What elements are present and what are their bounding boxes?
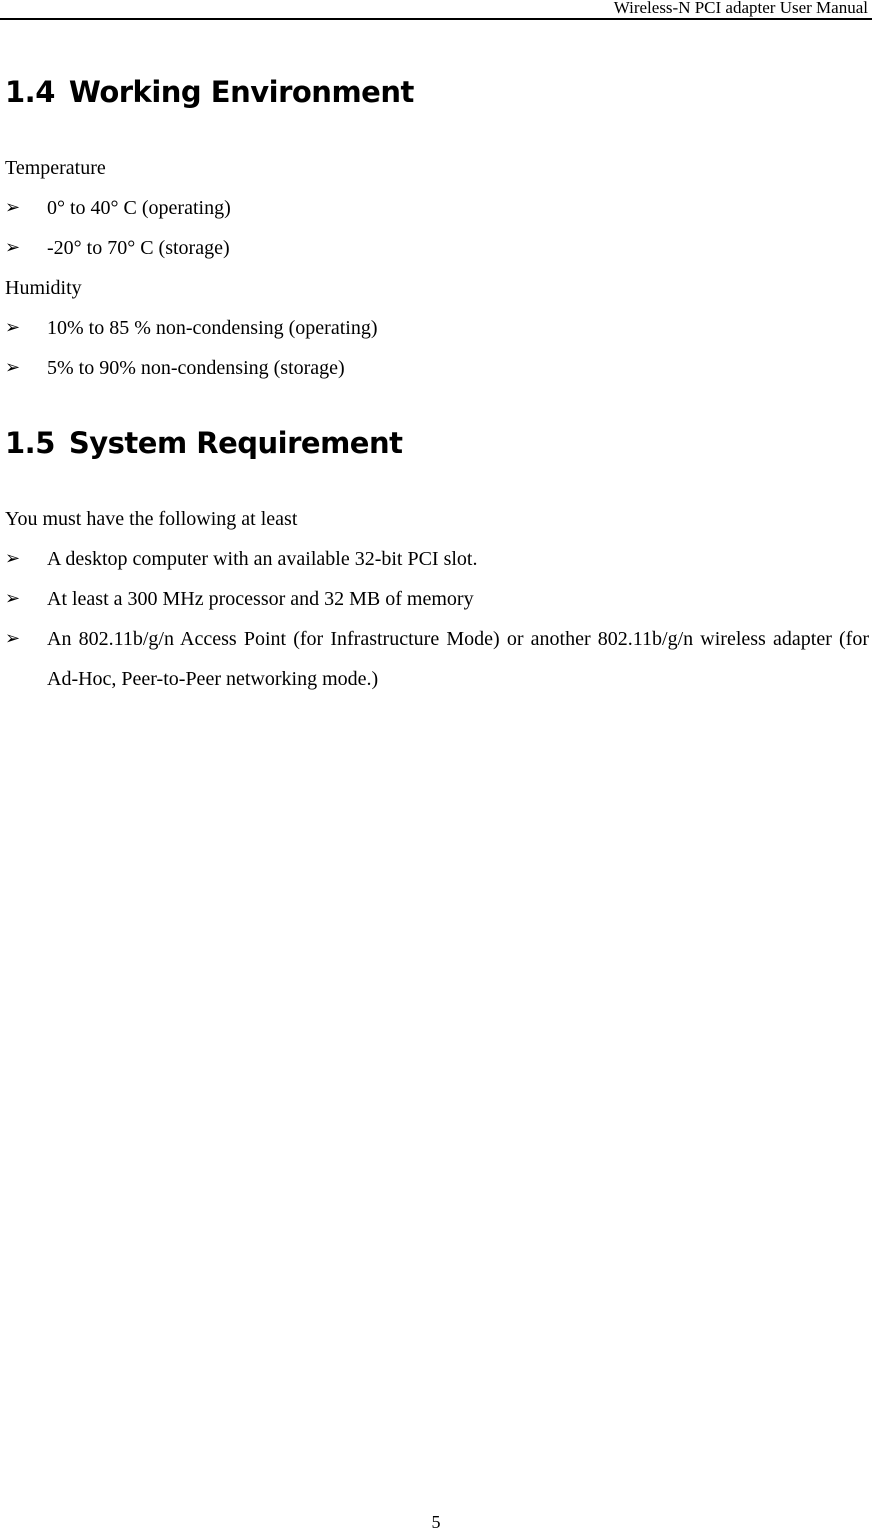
section-number: 1.4 <box>5 75 55 109</box>
list-item-text: An 802.11b/g/n Access Point (for Infrastructure Mode) or another 802.11b/g/n wireless adapter (for Ad-Hoc, Peer-to-Peer networking mode.) <box>47 628 869 690</box>
running-header <box>0 0 872 20</box>
section-working-environment <box>5 66 869 388</box>
arrowhead-bullet-icon: ➢ <box>5 317 21 338</box>
list-item <box>5 308 869 348</box>
list-item-text: 0° to 40° C (operating) <box>47 197 231 219</box>
arrowhead-bullet-icon: ➢ <box>5 357 21 378</box>
section-number: 1.5 <box>5 426 55 460</box>
section-title: Working Environment <box>68 75 414 109</box>
list-item <box>5 348 869 388</box>
list-item-text: A desktop computer with an available 32-bit PCI slot. <box>47 548 478 570</box>
group-label-humidity: Humidity <box>5 277 82 299</box>
group-label-temperature: Temperature <box>5 157 106 179</box>
section-heading <box>5 66 869 118</box>
humidity-list <box>5 308 869 388</box>
section-intro: You must have the following at least <box>5 508 298 530</box>
page-number: 5 <box>431 1512 441 1532</box>
arrowhead-bullet-icon: ➢ <box>5 197 21 218</box>
document-title: Wireless-N PCI adapter User Manual <box>613 0 868 17</box>
list-item <box>5 228 869 268</box>
list-item <box>5 539 869 579</box>
arrowhead-bullet-icon: ➢ <box>5 588 21 609</box>
list-item-text: 5% to 90% non-condensing (storage) <box>47 357 345 379</box>
requirements-list <box>5 539 869 699</box>
section-heading <box>5 417 869 469</box>
list-item-text: At least a 300 MHz processor and 32 MB of memory <box>47 588 474 610</box>
list-item <box>5 188 869 228</box>
arrowhead-bullet-icon: ➢ <box>5 237 21 258</box>
list-item <box>5 619 869 699</box>
list-item-text: 10% to 85 % non-condensing (operating) <box>47 317 378 339</box>
list-item <box>5 579 869 619</box>
temperature-list <box>5 188 869 268</box>
arrowhead-bullet-icon: ➢ <box>5 548 21 569</box>
section-title: System Requirement <box>68 426 403 460</box>
arrowhead-bullet-icon: ➢ <box>5 628 21 649</box>
section-system-requirement <box>5 417 869 699</box>
list-item-text: -20° to 70° C (storage) <box>47 237 230 259</box>
page-content <box>5 66 869 699</box>
